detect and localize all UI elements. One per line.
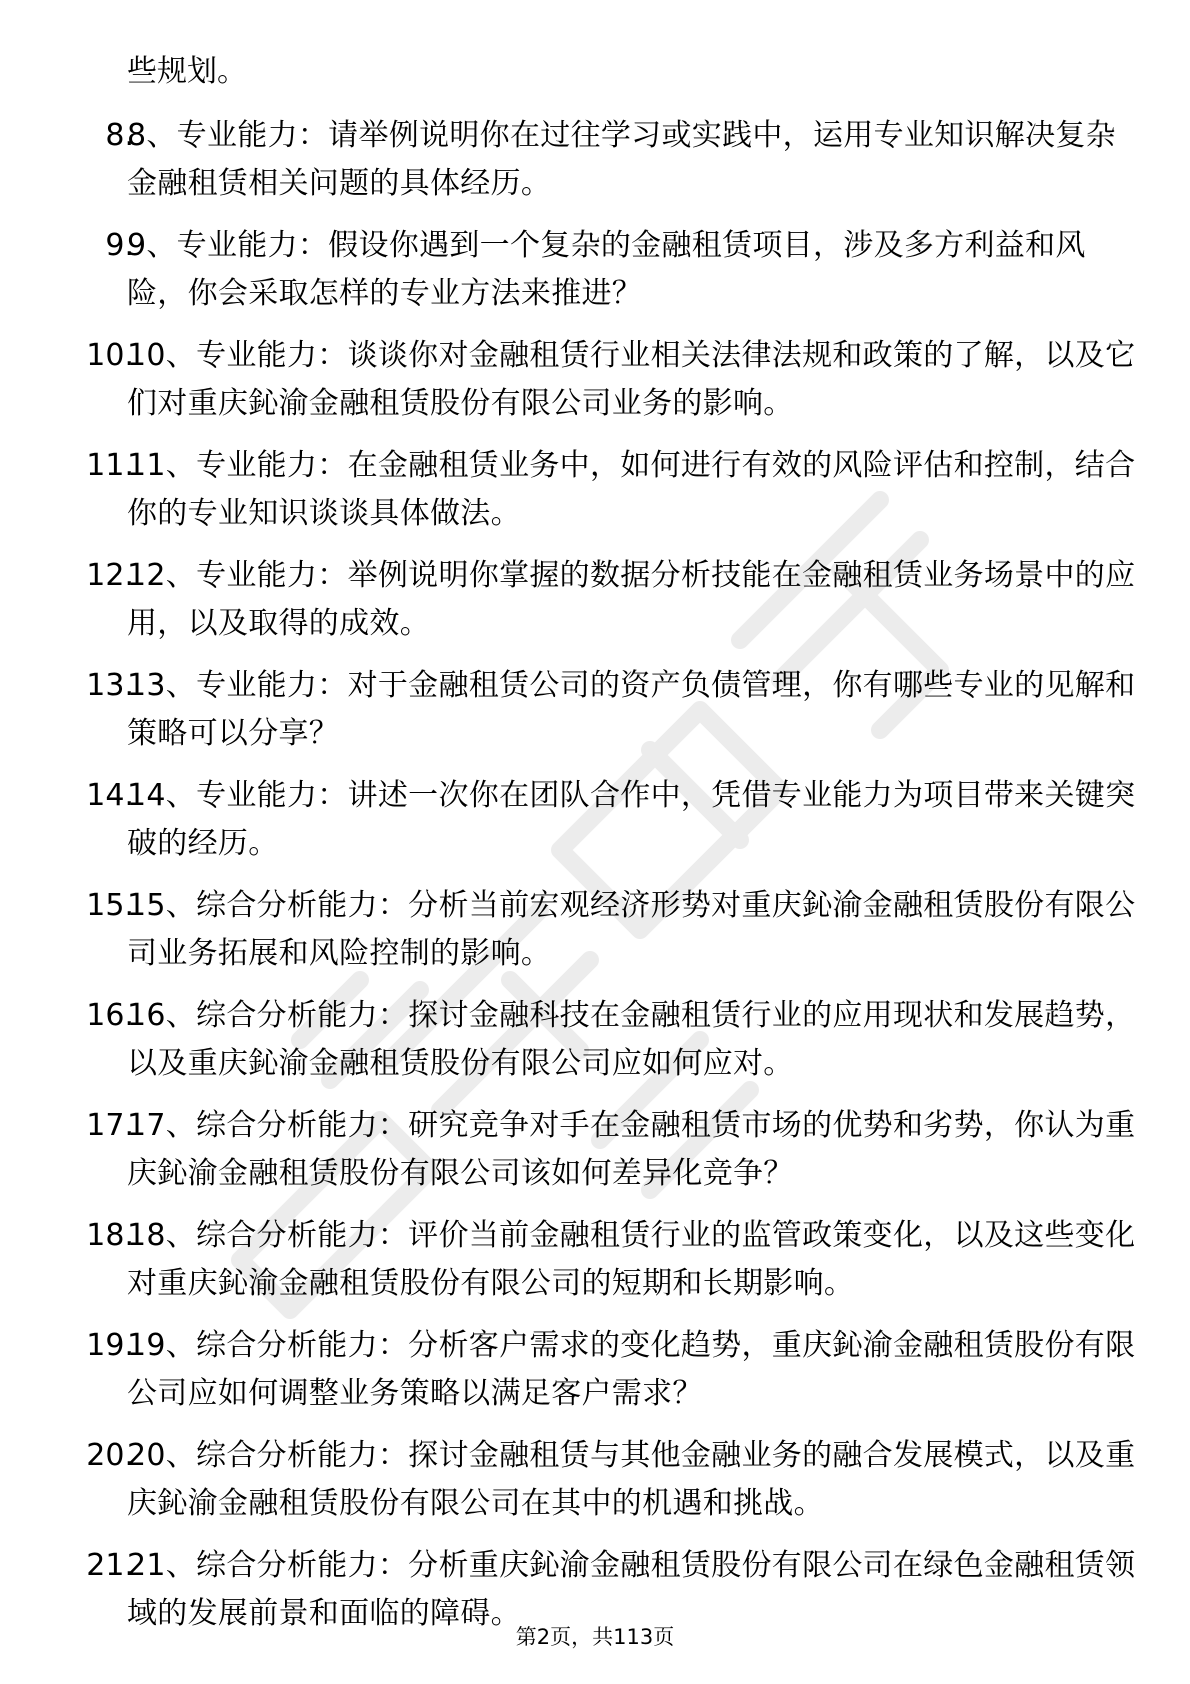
list-item: [0, 772, 1190, 868]
list-item: [0, 1102, 1190, 1198]
list-item: [0, 442, 1190, 538]
list-item: [0, 1432, 1190, 1528]
continuation-text: 些规划。: [127, 54, 247, 89]
question-text: 18、综合分析能力：评价当前金融租赁行业的监管政策变化，以及这些变化对重庆鈊渝金融租赁股份有限公司的短期和长期影响。: [127, 1218, 1136, 1301]
list-number: 18.: [86, 1218, 134, 1253]
question-text: 11、专业能力：在金融租赁业务中，如何进行有效的风险评估和控制，结合你的专业知识谈谈具体做法。: [127, 448, 1136, 531]
list-number: 12.: [86, 558, 134, 593]
question-text: 19、综合分析能力：分析客户需求的变化趋势，重庆鈊渝金融租赁股份有限公司应如何调整业务策略以满足客户需求？: [127, 1328, 1136, 1411]
list-item: [0, 552, 1190, 648]
question-text: 9、专业能力：假设你遇到一个复杂的金融租赁项目，涉及多方利益和风险，你会采取怎样的专业方法来推进？: [127, 228, 1086, 311]
list-item: [0, 1322, 1190, 1418]
list-number: 13.: [86, 668, 134, 703]
question-text: 15、综合分析能力：分析当前宏观经济形势对重庆鈊渝金融租赁股份有限公司业务拓展和风险控制的影响。: [127, 888, 1136, 971]
question-list: [0, 112, 1190, 1652]
question-text: 20、综合分析能力：探讨金融租赁与其他金融业务的融合发展模式，以及重庆鈊渝金融租赁股份有限公司在其中的机遇和挑战。: [127, 1438, 1136, 1521]
question-text: 16、综合分析能力：探讨金融科技在金融租赁行业的应用现状和发展趋势，以及重庆鈊渝金融租赁股份有限公司应如何应对。: [127, 998, 1136, 1081]
list-number: 15.: [86, 888, 134, 923]
list-item: [0, 882, 1190, 978]
question-text: 12、专业能力：举例说明你掌握的数据分析技能在金融租赁业务场景中的应用，以及取得的成效。: [127, 558, 1136, 641]
list-item: [0, 992, 1190, 1088]
list-number: 9.: [105, 228, 134, 263]
list-item: [0, 662, 1190, 758]
list-number: 8.: [105, 118, 134, 153]
list-item: [0, 112, 1190, 208]
question-text: 21、综合分析能力：分析重庆鈊渝金融租赁股份有限公司在绿色金融租赁领域的发展前景和面临的障碍。: [127, 1548, 1136, 1631]
list-item: [0, 332, 1190, 428]
list-number: 17.: [86, 1108, 134, 1143]
question-text: 17、综合分析能力：研究竞争对手在金融租赁市场的优势和劣势，你认为重庆鈊渝金融租赁股份有限公司该如何差异化竞争？: [127, 1108, 1136, 1191]
list-number: 16.: [86, 998, 134, 1033]
list-number: 20.: [86, 1438, 134, 1473]
list-number: 19.: [86, 1328, 134, 1363]
list-number: 11.: [86, 448, 134, 483]
list-number: 14.: [86, 778, 134, 813]
list-number: 10.: [86, 338, 134, 373]
page-footer: 第2页，共113页: [515, 1625, 675, 1649]
list-number: 21.: [86, 1548, 134, 1583]
question-text: 13、专业能力：对于金融租赁公司的资产负债管理，你有哪些专业的见解和策略可以分享？: [127, 668, 1136, 751]
list-item: [0, 222, 1190, 318]
question-text: 14、专业能力：讲述一次你在团队合作中，凭借专业能力为项目带来关键突破的经历。: [127, 778, 1136, 861]
list-item: [0, 1212, 1190, 1308]
question-text: 8、专业能力：请举例说明你在过往学习或实践中，运用专业知识解决复杂金融租赁相关问题的具体经历。: [127, 118, 1116, 201]
question-text: 10、专业能力：谈谈你对金融租赁行业相关法律法规和政策的了解，以及它们对重庆鈊渝金融租赁股份有限公司业务的影响。: [127, 338, 1136, 421]
